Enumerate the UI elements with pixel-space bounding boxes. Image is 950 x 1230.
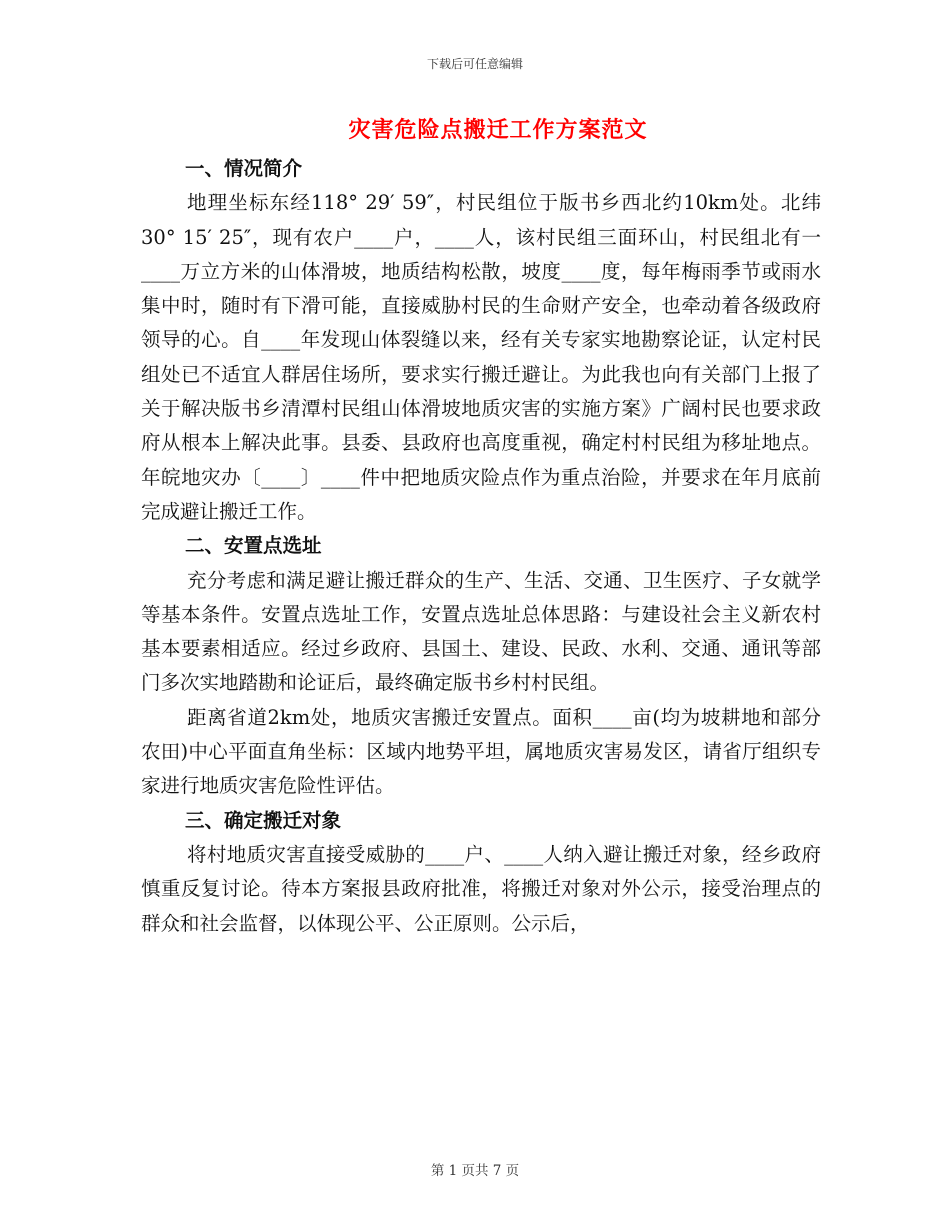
document-title: 灾害危险点搬迁工作方案范文 [348,117,648,143]
paragraph: 将村地质灾害直接受威胁的____户、____人纳入避让搬迁对象，经乡政府慎重反复讨论。待本方案报县政府批准，将搬迁对象对外公示，接受治理点的群众和社会监督，以体现公平、公正原则。公示后， [141,842,821,935]
paragraph: 地理坐标东经118° 29′ 59″，村民组位于版书乡西北约10km处。北纬30° 15′ 25″，现有农户____户，____人，该村民组三面环山，村民组北有一____万立方米的山体滑坡，地质结构松散，坡度____度，每年梅雨季节或雨水集中时，随时有下滑可能，直接威胁村民的生命财产安全，也牵动着各级政府领导的心。自____年发现山体裂缝以来，经有关专家实地勘察论证，认定村民组处已不适宜人群居住场所，要求实行搬迁避让。为此我也向有关部门上报了关于解决版书乡清潭村民组山体滑坡地质灾害的实施方案》广阔村民也要求政府从根本上解决此事。县委、县政府也高度重视，确定村村民组为移址地点。年皖地灾办〔____〕____件中把地质灾险点作为重点治险，并要求在年月底前完成避让搬迁工作。 [141,191,821,523]
paragraph: 充分考虑和满足避让搬迁群众的生产、生活、交通、卫生医疗、子女就学等基本条件。安置点选址工作，安置点选址总体思路：与建设社会主义新农村基本要素相适应。经过乡政府、县国土、建设、民政、水利、交通、通讯等部门多次实地踏勘和论证后，最终确定版书乡村村民组。 [141,568,821,695]
document-body [141,152,821,941]
page-footer: 第 1 页共 7 页 [430,1163,520,1179]
section-heading: 二、安置点选址 [185,534,322,558]
paragraph: 距离省道2km处，地质灾害搬迁安置点。面积____亩(均为坡耕地和部分农田)中心平面直角坐标：区域内地势平坦，属地质灾害易发区，请省厅组织专家进行地质灾害危险性评估。 [141,705,821,798]
header-note: 下载后可任意编辑 [426,57,523,71]
section-heading: 一、情况简介 [185,157,303,180]
section-heading: 三、确定搬迁对象 [185,808,342,832]
